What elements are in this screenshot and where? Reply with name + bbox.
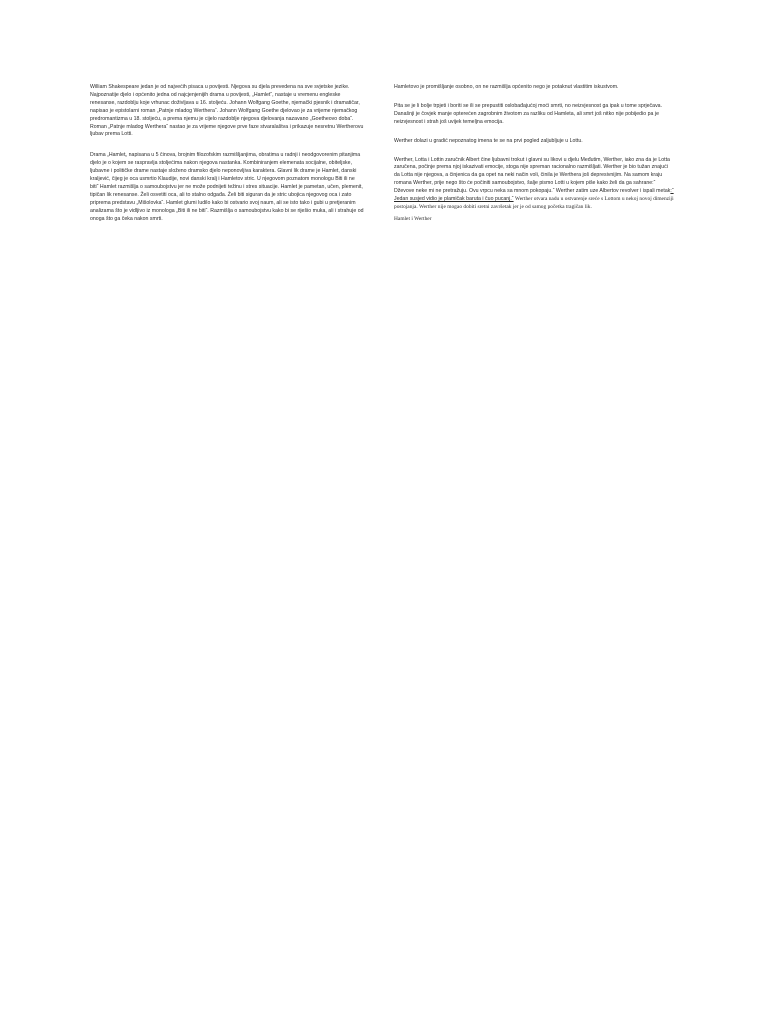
paragraph-death-uncertainty: Pita se je li bolje trpjeti i boriti se ili se prepustiti oslobađajućoj moći smrti, no neizvjesnost ga ipak u tome sprječava. Današnji je čovjek manje opterećen zagrobnim životom za razliku od Hamleta, ali smrt još nitko nije pobijedio pa je neizvjesnost i strah još uvijek temeljna emocija. [394,102,663,125]
left-text-column [90,84,364,235]
paragraph-intro: William Shakespeare jedan je od najvećih pisaca u povijesti. Njegova su djela prevedena na sve svjetske jezike. Najpoznatije djelo i općenito jedna od najcjenjenijih drama u povijesti, „Hamlet“, nastaje u vremenu engleske renesanse, razdoblju koje vrhunac doživljava u 16. stoljeću. Johann Wolfgang Goethe, njemački pjesnik i dramatičar, napisao je epistolarni roman „Patnje mladog Werthera“. Johann Wolfgang Goethe djelovao je za vrijeme njemačkog predromantizma u 18. stoljeću, a prema njemu je cijelo razdoblje njegova djelovanja nazavano „Goetheovo doba“. Roman „Patnje mladog Werthera“ nastao je za vrijeme njegove prve faze stvaralaštva i prikazuje nesretnu Wertherovu ljubav prema Lotti. [90,84,364,138]
paragraph-werther-arrives: Werther dolazi u gradić nepoznatog imena te se na prvi pogled zaljubljuje u Lottu. [394,137,583,144]
paragraph-hamlet-reflection: Hamletovo je promišljanje osobno, on ne razmišlja općenito nego je potaknut vlastitim iskustvom. [394,84,619,90]
love-triangle-text: Werther, Lotta i Lottin zaručnik Albert čine ljubavni trokut i glavni su likovi u djelu Međutim, Werther, iako zna da je Lotta zaručena, počinje prema njoj iskazivati emocije, stoga nije spreman racionalno razmišljati. Werther je bio tužan znajući da Lotta nije njegova, a činjenica da ga opet na neki način voli, činila je Werthera još depresivnijim. Na samom kraju romana Werther, prije nego što će počiniti samoubojstvo, šalje pismo Lotti u kojem piše kako želi da ga sahrane:“ Dževove neke mi ne pretražuju. Ovu vrpcu neka sa mnom pokopaju.“ Werther zatim uze Albertov revolver i ispali metak [394,156,671,195]
paragraph-love-triangle [394,157,674,212]
caption-hamlet-werther: Hamlet i Werther [394,215,432,222]
right-text-column [394,84,674,235]
underlined-quote: :“ Jedan susjed vidio je plamičak baruta i čuo pucanj.“ [394,188,674,203]
paragraph-hamlet-drama: Drama „Hamlet„ napisana u 5 činova, brojnim filozofskim razmišljanjima, obratima u radnji i neodgovorenim pitanjima djelo je o kojem se raspravlja stoljećima nakon njegova nastanka. Kombiniranjem elemenata socijalne, obiteljske, ljubavne i političke drame nastaje složeno dramsko djelo neponovljiva karaktera. Glavni lik drame je Hamlet, danski kraljević, čijeg je oca usmrtio Klaudije, novi danski kralj i Hamletov stric. U njegovom poznatom monologu Biti ili ne biti“ Hamlet razmišlja o samoubojstvu jer ne može podnijeti težinu i stres situacije. Hamlet je pametan, učen, plemenit, tipičan lik renesanse. Želi osvetiti oca, ali to stalno odgađa. Želi biti siguran da je stric ubojica njegovog oca i zato priprema predstavu „Mišolovka“. Hamlet glumi ludilo kako bi ostvario svoj naum, ali se isto tako i gubi u pretjeranim analizama što je vidljivo iz monologa „Biti ili ne biti“. Razmišlja o samoubojstvu kako bi se riješio muka, ali i strahuje od onoga što ga čeka nakon smrti. [90,152,364,222]
serif-conclusion: Werther otvara nadu u ostvarenje sreće s Lottom u nekoj novoj dimenziji postojanja. Werther nije mogao dobiti sretni završetak jer je od samog početka tragičan lik. [394,196,674,210]
